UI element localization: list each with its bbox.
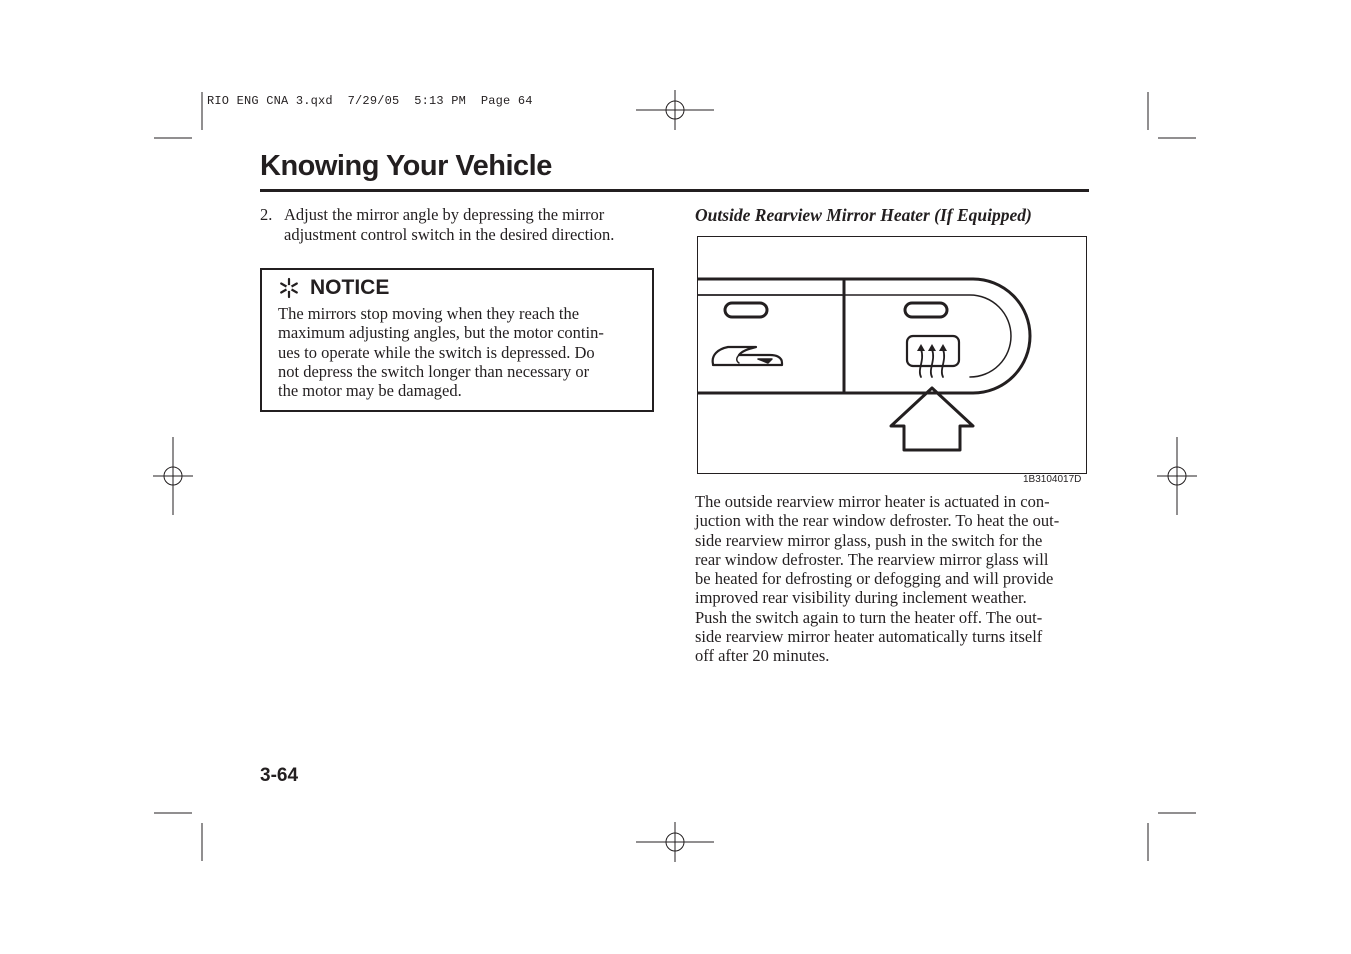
notice-line: not depress the switch longer than necessary or bbox=[278, 361, 590, 381]
body-line: juction with the rear window defroster. To heat the out- bbox=[695, 511, 1060, 531]
step-line: Adjust the mirror angle by depressing the mirror bbox=[284, 205, 605, 224]
notice-title: NOTICE bbox=[310, 276, 390, 299]
step-number: 2. bbox=[260, 205, 273, 224]
notice-text bbox=[278, 304, 636, 400]
switch-panel-illustration bbox=[698, 237, 1086, 473]
notice-line: ues to operate while the switch is depressed. Do bbox=[278, 342, 595, 362]
notice-box bbox=[260, 268, 654, 412]
step-line: adjustment control switch in the desired direction. bbox=[284, 225, 615, 244]
notice-line: maximum adjusting angles, but the motor contin- bbox=[278, 323, 604, 343]
step-2 bbox=[260, 205, 650, 245]
heater-description bbox=[695, 492, 1090, 666]
notice-line: The mirrors stop moving when they reach the bbox=[278, 304, 580, 323]
notice-heading bbox=[278, 276, 389, 300]
step-text bbox=[284, 205, 650, 245]
title-rule bbox=[260, 189, 1089, 192]
figure-code: 1B3104017D bbox=[1023, 474, 1082, 485]
print-slug: RIO ENG CNA 3.qxd 7/29/05 5:13 PM Page 64 bbox=[207, 94, 533, 108]
body-line: be heated for defrosting or defogging and will provide bbox=[695, 569, 1054, 589]
mirror-heater-switch-figure bbox=[697, 236, 1087, 474]
registration-mark-top bbox=[636, 90, 714, 130]
page-title: Knowing Your Vehicle bbox=[260, 150, 552, 182]
asterisk-icon bbox=[278, 277, 300, 299]
body-line: The outside rearview mirror heater is actuated in con- bbox=[695, 492, 1050, 511]
registration-mark-left bbox=[153, 437, 193, 515]
body-line: side rearview mirror heater automatically turns itself bbox=[695, 627, 1043, 647]
registration-mark-bottom bbox=[636, 822, 714, 862]
body-line: off after 20 minutes. bbox=[695, 646, 830, 666]
body-line: rear window defroster. The rearview mirror glass will bbox=[695, 549, 1049, 569]
body-line: improved rear visibility during inclement weather. bbox=[695, 588, 1027, 608]
body-line: side rearview mirror glass, push in the switch for the bbox=[695, 530, 1043, 550]
page-number: 3-64 bbox=[260, 765, 299, 786]
notice-line: the motor may be damaged. bbox=[278, 381, 462, 401]
section-title: Outside Rearview Mirror Heater (If Equipped) bbox=[695, 205, 1032, 225]
registration-mark-right bbox=[1157, 437, 1197, 515]
body-line: Push the switch again to turn the heater off. The out- bbox=[695, 607, 1043, 627]
